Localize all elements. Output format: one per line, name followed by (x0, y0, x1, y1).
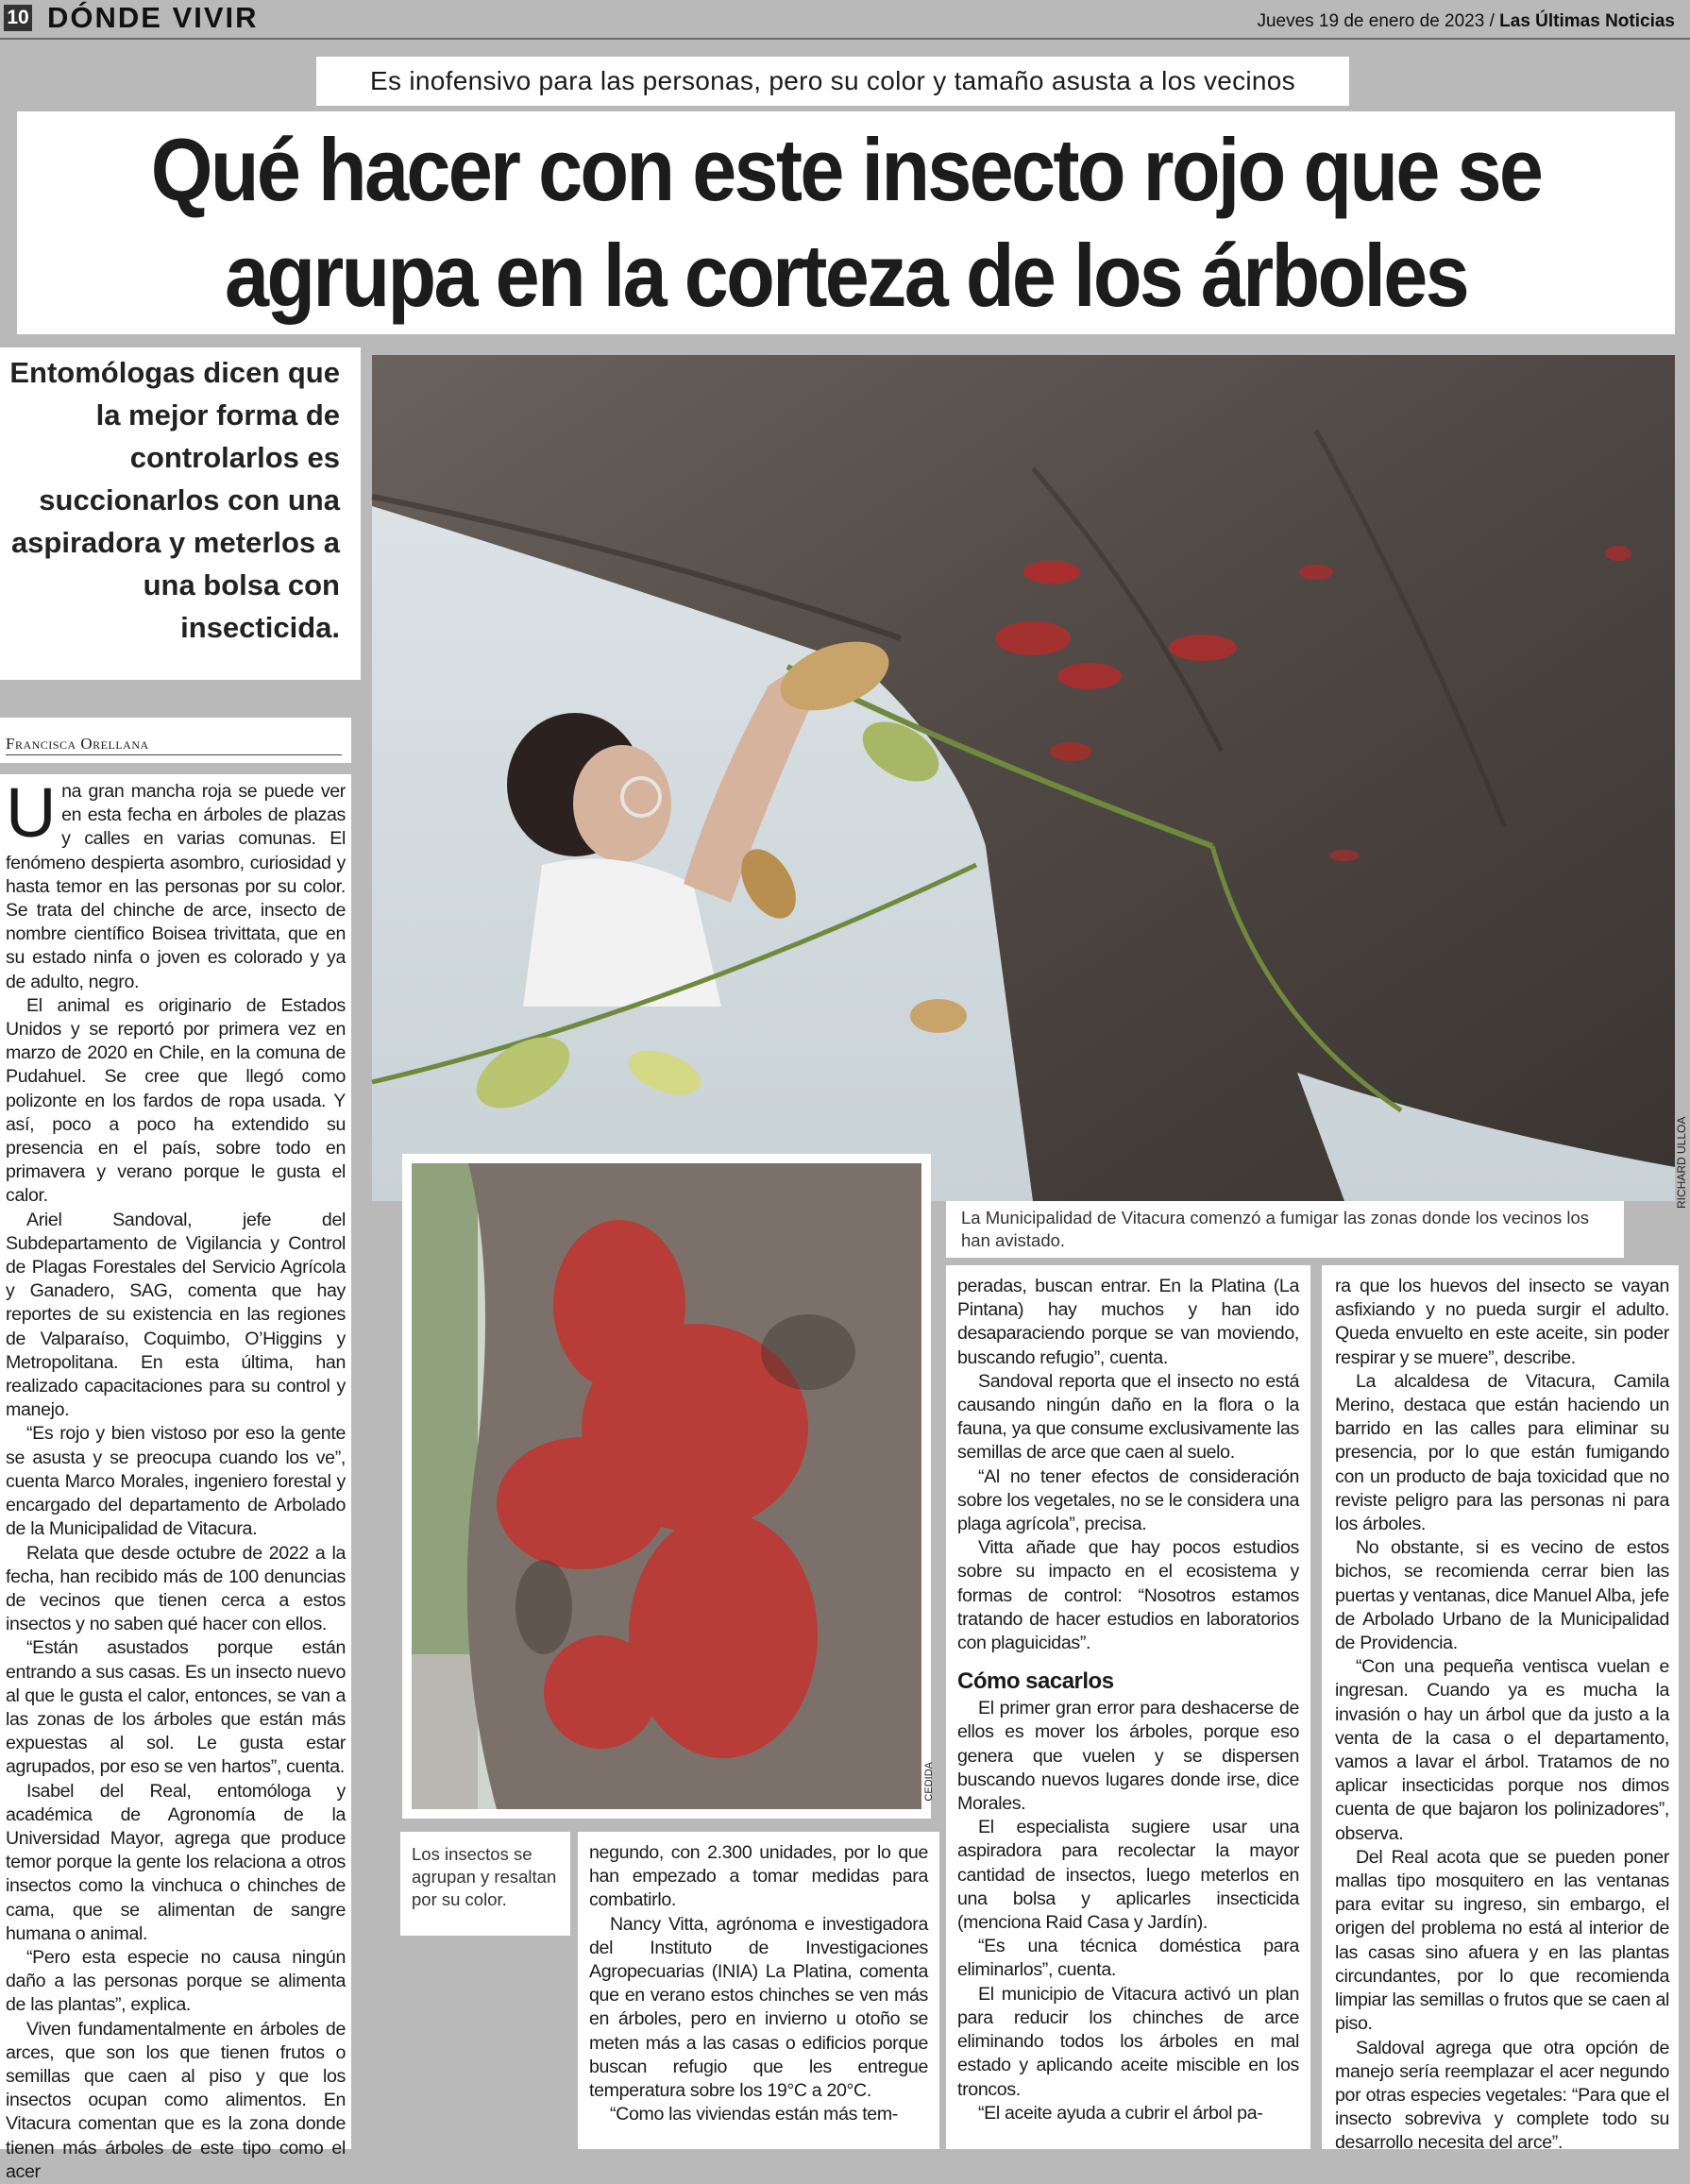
paragraph: El animal es originario de Estados Unidos y se reportó por primera vez en marzo de 2020 en Chile, en la comuna de Pudahuel. Se cree que llegó como polizonte en los fardos de ropa usada. Y así, poco a poco ha extendido su presencia en el país, sobre todo en primavera y verano porque le gusta el calor. (6, 994, 346, 1207)
paragraph: Nancy Vitta, agrónoma e investigadora del Instituto de Investigaciones Agropecuarias (INIA) La Platina, comenta que en verano estos chinches se ven más en árboles, pero en invierno u otoño se meten más a las casas o edificios porque buscan refugio que les entregue temperatura sobre los 19°C a 20°C. (589, 1913, 928, 2102)
paragraph: El primer gran error para deshacerse de ellos es mover los árboles, porque eso genera que vuelen y se dispersen buscando nuevos lugares donde irse, dice Morales. (957, 1698, 1299, 1815)
paragraph: peradas, buscan entrar. En la Platina (La Pintana) hay muchos y han ido desaparaciendo porque se van moviendo, buscando refugio”, cuenta. (957, 1276, 1299, 1368)
paragraph: “Es una técnica doméstica para eliminarlos”, cuenta. (957, 1936, 1299, 1981)
deck: Entomólogas dicen que la mejor forma de controlarlos es succionarlos con una aspiradora y meterlos a una bolsa con insecticida. (9, 356, 340, 644)
paragraph: “Al no tener efectos de consideración sobre los vegetales, no se le considera una plaga agrícola”, precisa. (957, 1465, 1299, 1535)
second-photo-credit: CEDIDA (923, 1762, 935, 1802)
paragraph: Sandoval reporta que el insecto no está causando ningún daño en la flora o la fauna, ya que consume exclusivamente las semillas de arce que caen al suelo. (957, 1370, 1299, 1464)
paragraph: negundo, con 2.300 unidades, por lo que han empezado a tomar medidas para combatirlo. (589, 1842, 928, 1911)
paragraph: El especialista sugiere usar una aspiradora para recolectar la mayor cantidad de insectos, luego meterlos en una bolsa y aplicarles insecticida (menciona Raid Casa y Jardín). (957, 1817, 1299, 1934)
page-number: 10 (4, 5, 32, 31)
main-photo-illustration (372, 355, 1675, 1201)
paragraph: “Están asustados porque están entrando a sus casas. Es un insecto nuevo al que le gusta el calor, entonces, se van a las zonas de los árboles que están más expuestas al sol. Le gusta estar agrupados, por eso se ven hartos”, cuenta. (6, 1637, 346, 1778)
text-column-4 (1322, 1265, 1679, 2154)
paragraph: “Con una pequeña ventisca vuelan e ingresan. Cuando ya es mucha la invasión o hay un árbol que da justo a la venta de la casa o el departamento, vamos a lavar el árbol. Tratamos de no aplicar insecticidas porque nos dimos cuenta de que bajaron los polinizadores”, observa. (1335, 1656, 1669, 1844)
paragraph: Del Real acota que se pueden poner mallas tipo mosquitero en las ventanas para evitar su ingreso, sin embargo, el origen del problema no está al interior de las casas sino afuera y en las plantas circundantes, por lo que recomienda limpiar las semillas o frutos que se caen al piso. (1335, 1846, 1669, 2035)
paragraph: El municipio de Vitacura activó un plan para reducir los chinches de arce eliminando todos los árboles en mal estado y aplicando aceite miscible en los troncos. (957, 1983, 1299, 2100)
main-photo-credit: RICHARD ULLOA (1675, 1116, 1688, 1209)
byline-box (0, 718, 351, 763)
headline-line-2: agrupa en la corteza de los árboles (225, 226, 1467, 325)
subheading: Cómo sacarlos (957, 1668, 1114, 1695)
folio-separator: / (1489, 11, 1495, 31)
deck-box (0, 347, 361, 680)
text-column-2 (578, 1832, 939, 2149)
kicker: Es inofensivo para las personas, pero su color y tamaño asusta a los vecinos (316, 57, 1349, 106)
text-column-1 (0, 773, 351, 2182)
paragraph: Vitta añade que hay pocos estudios sobre su impacto en el ecosistema y formas de control: “Nosotros estamos tratando de hacer estudios en laboratorios con plaguicidas”. (957, 1537, 1299, 1654)
paragraph: Relata que desde octubre de 2022 a la fecha, han recibido más de 100 denuncias de vecinos que tienen cerca a estos insectos y no saben qué hacer con ellos. (6, 1542, 346, 1635)
page-header (0, 0, 1690, 40)
paragraph: Ariel Sandoval, jefe del Subdepartamento de Vigilancia y Control de Plagas Forestales del Servicio Agrícola y Ganadero, SAG, comenta que hay reportes de su existencia en las regiones de Valparaíso, Coquimbo, O’Higgins y Metropolitana. En esta última, han realizado capacitaciones para su control y manejo. (6, 1209, 346, 1421)
drop-cap: U (6, 773, 57, 852)
second-photo-caption: Los insectos se agrupan y resaltan por su color. (400, 1832, 570, 1936)
byline: Francisca Orellana (6, 735, 342, 755)
date-line (1257, 11, 1675, 32)
paragraph: Saldoval agrega que otra opción de manejo sería reemplazar el acer negundo por otras especies vegetales: “Para que el insecto sobreviva y complete todo su desarrollo necesita del arce”. (1335, 2037, 1669, 2154)
paragraph: Isabel del Real, entomóloga y académica de Agronomía de la Universidad Mayor, agrega que produce temor porque la gente los relaciona a otros insectos como la vinchuca o chinches de cama, que se alimentan de sangre humana o animal. (6, 1780, 346, 1944)
second-photo (412, 1163, 921, 1809)
paragraph: Una gran mancha roja se puede ver en esta fecha en árboles de plazas y calles en varias comunas. El fenómeno despierta asombro, curiosidad y hasta temor en las personas por su color. Se trata del chinche de arce, insecto de nombre científico Boisea trivittata, que en su estado ninfa o joven es colorado y ya de adulto, negro. (6, 773, 346, 992)
headline-line-1: Qué hacer con este insecto rojo que se (150, 120, 1542, 219)
second-photo-frame (402, 1154, 931, 1819)
paragraph: “Pero esta especie no causa ningún daño a las personas porque se alimenta de las plantas”, explica. (6, 1946, 346, 2016)
paragraph: Viven fundamentalmente en árboles de arces, que son los que tienen frutos o semillas que caen al piso y que los insectos ocupan como alimentos. En Vitacura comentan que es la zona donde tienen más árboles de este tipo como el acer (6, 2018, 346, 2182)
paragraph: “Es rojo y bien vistoso por eso la gente se asusta y se preocupa cuando los ve”, cuenta Marco Morales, ingeniero forestal y encargado del departamento de Arbolado de la Municipalidad de Vitacura. (6, 1423, 346, 1540)
paragraph: “El aceite ayuda a cubrir el árbol pa- (978, 2102, 1263, 2124)
headline-box (17, 111, 1675, 334)
section-label: DÓNDE VIVIR (47, 1, 259, 34)
issue-date: Jueves 19 de enero de 2023 (1257, 11, 1485, 31)
paragraph: La alcaldesa de Vitacura, Camila Merino, destaca que están haciendo un barrido en las calles para eliminar su presencia, por lo que están fumigando con un producto de baja toxicidad que no reviste peligro para las personas ni para los árboles. (1335, 1370, 1669, 1535)
text-column-3 (946, 1265, 1310, 2149)
paragraph: No obstante, si es vecino de estos bichos, se recomienda cerrar bien las puertas y ventanas, dice Manuel Alba, jefe de Arbolado Urbano de la Municipalidad de Providencia. (1335, 1537, 1669, 1654)
paragraph: ra que los huevos del insecto se vayan asfixiando y no pueda surgir el adulto. Queda envuelto en este aceite, sin poder respirar y se muere”, describe. (1335, 1276, 1669, 1368)
main-photo (372, 355, 1675, 1201)
main-photo-caption: La Municipalidad de Vitacura comenzó a fumigar las zonas donde los vecinos los han avistado. (946, 1201, 1624, 1258)
paragraph: “Como las viviendas están más tem- (610, 2104, 898, 2125)
publication-name: Las Últimas Noticias (1499, 11, 1675, 31)
headline (100, 111, 1592, 329)
